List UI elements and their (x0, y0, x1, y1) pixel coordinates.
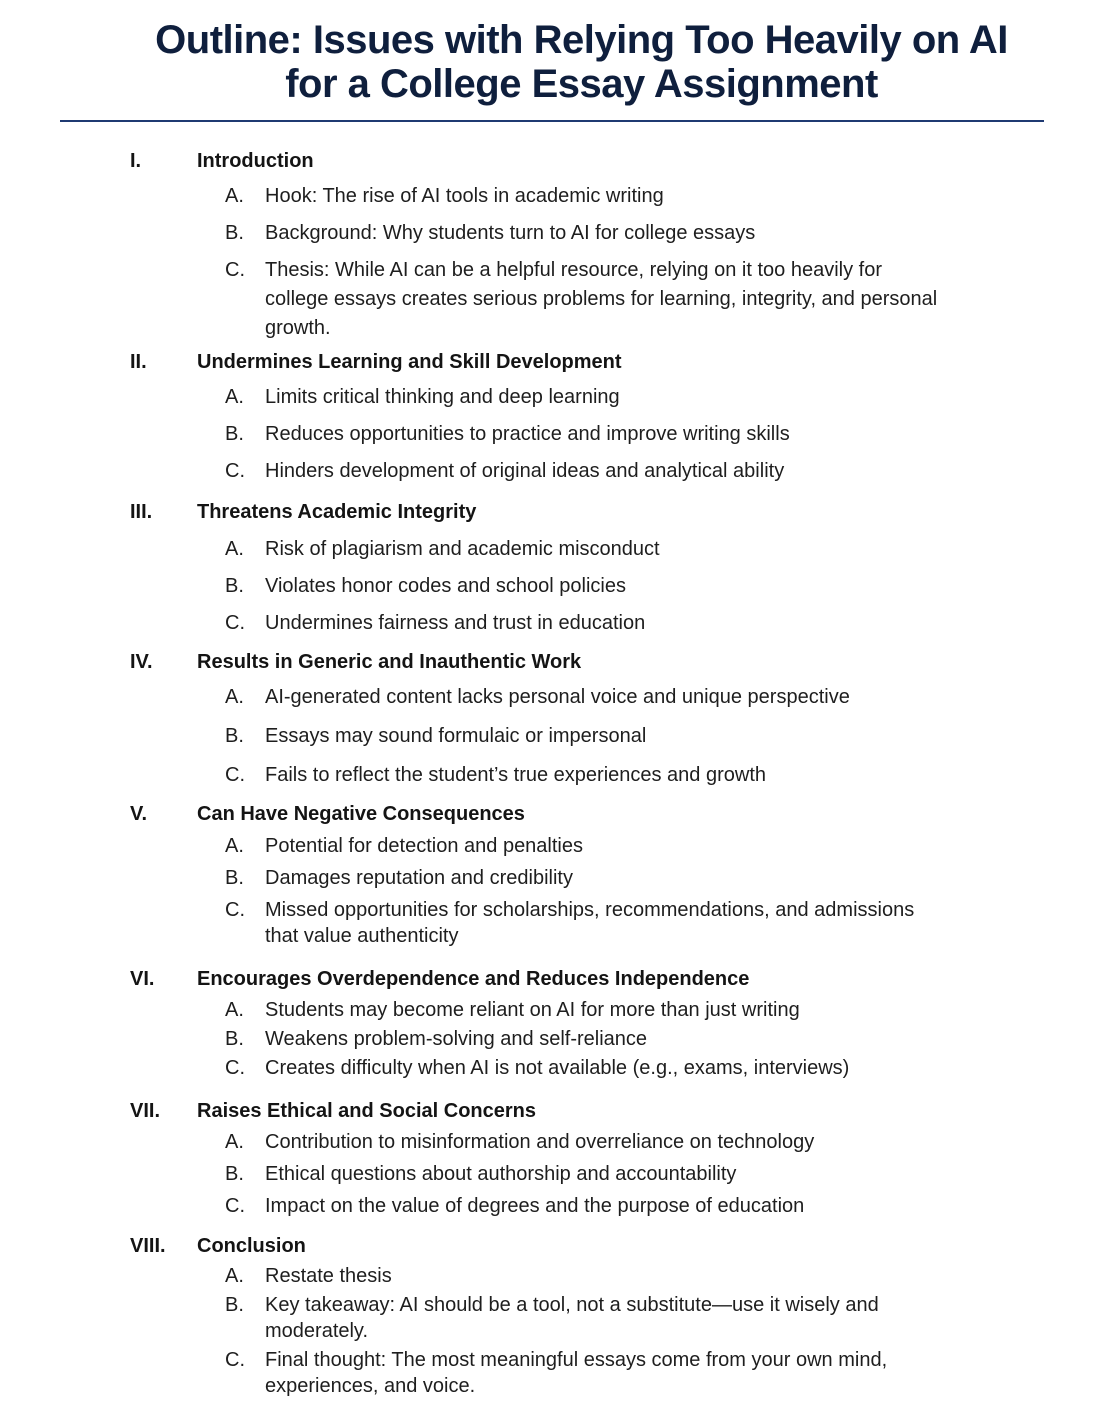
section-heading (0, 649, 1103, 675)
item-letter: C. (225, 899, 245, 921)
page-title (60, 18, 1103, 106)
item-text: Reduces opportunities to practice and improve writing skills (265, 423, 790, 445)
outline-section (0, 499, 1103, 638)
item-letter: B. (225, 1028, 244, 1050)
outline-item (0, 256, 1103, 343)
item-letter: A. (225, 538, 244, 560)
section-heading (0, 801, 1103, 827)
section-title: Undermines Learning and Skill Development (197, 351, 622, 373)
section-heading (0, 349, 1103, 375)
item-letter: B. (225, 423, 244, 445)
item-text: Potential for detection and penalties (265, 835, 583, 857)
item-text: Hinders development of original ideas and analytical ability (265, 460, 785, 482)
outline-item (0, 1292, 1103, 1344)
item-text: Final thought: The most meaningful essays come from your own mind, experiences, and voice. (265, 1349, 888, 1397)
outline-item (0, 219, 1103, 248)
item-letter: A. (225, 1131, 244, 1153)
section-items (0, 182, 1103, 343)
outline-item (0, 683, 1103, 712)
section-heading (0, 966, 1103, 992)
outline-item (0, 535, 1103, 564)
item-text: Ethical questions about authorship and accountability (265, 1163, 737, 1185)
item-text: Impact on the value of degrees and the purpose of education (265, 1195, 805, 1217)
outline-item (0, 761, 1103, 790)
item-text: Essays may sound formulaic or impersonal (265, 725, 647, 747)
section-heading (0, 1098, 1103, 1124)
outline-item (0, 457, 1103, 486)
section-numeral: II. (130, 351, 147, 373)
item-letter: B. (225, 222, 244, 244)
section-items (0, 683, 1103, 790)
item-letter: A. (225, 999, 244, 1021)
section-numeral: I. (130, 150, 142, 172)
section-heading (0, 499, 1103, 525)
section-title: Encourages Overdependence and Reduces Independence (197, 968, 750, 990)
title-divider (60, 120, 1044, 122)
outline-section (0, 1233, 1103, 1399)
outline-section (0, 1098, 1103, 1219)
item-text: Fails to reflect the student’s true experiences and growth (265, 764, 767, 786)
outline-item (0, 1263, 1103, 1289)
section-items (0, 997, 1103, 1081)
section-title: Can Have Negative Consequences (197, 803, 525, 825)
item-letter: B. (225, 725, 244, 747)
item-text: Restate thesis (265, 1265, 392, 1287)
item-text: Weakens problem-solving and self-reliance (265, 1028, 648, 1050)
item-letter: C. (225, 460, 245, 482)
item-letter: C. (225, 1057, 245, 1079)
outline-item (0, 722, 1103, 751)
item-text: Thesis: While AI can be a helpful resource, relying on it too heavily for college essays creates serious problems for learning, integrity, and personal growth. (265, 259, 938, 339)
section-title: Threatens Academic Integrity (197, 501, 477, 523)
item-letter: C. (225, 259, 245, 281)
outline-section (0, 966, 1103, 1081)
item-letter: A. (225, 386, 244, 408)
item-letter: C. (225, 1349, 245, 1371)
outline-item (0, 383, 1103, 412)
outline-section (0, 349, 1103, 486)
item-text: Background: Why students turn to AI for college essays (265, 222, 756, 244)
outline-item (0, 1193, 1103, 1219)
outline-item (0, 572, 1103, 601)
item-text: Undermines fairness and trust in education (265, 612, 646, 634)
section-title: Introduction (197, 150, 314, 172)
item-text: Damages reputation and credibility (265, 867, 573, 889)
outline-item (0, 897, 1103, 949)
title-line-1: Outline: Issues with Relying Too Heavily on AI (155, 18, 1008, 62)
outline-item (0, 1347, 1103, 1399)
section-numeral: VIII. (130, 1235, 166, 1257)
section-numeral: V. (130, 803, 148, 825)
section-heading (0, 148, 1103, 174)
item-letter: A. (225, 686, 244, 708)
outline-item (0, 609, 1103, 638)
item-text: Missed opportunities for scholarships, recommendations, and admissions that value authenticity (265, 899, 915, 947)
outline-item (0, 865, 1103, 891)
outline-item (0, 182, 1103, 211)
section-title: Raises Ethical and Social Concerns (197, 1100, 537, 1122)
item-text: Contribution to misinformation and overreliance on technology (265, 1131, 815, 1153)
outline-item (0, 1129, 1103, 1155)
outline-section (0, 801, 1103, 949)
item-text: Hook: The rise of AI tools in academic writing (265, 185, 664, 207)
item-letter: C. (225, 612, 245, 634)
item-text: Creates difficulty when AI is not available (e.g., exams, interviews) (265, 1057, 850, 1079)
outline-item (0, 1055, 1103, 1081)
item-text: Limits critical thinking and deep learning (265, 386, 620, 408)
section-items (0, 535, 1103, 638)
outline-item (0, 420, 1103, 449)
outline-item (0, 1026, 1103, 1052)
section-items (0, 1129, 1103, 1219)
outline-item (0, 997, 1103, 1023)
section-items (0, 833, 1103, 949)
item-letter: A. (225, 185, 244, 207)
section-items (0, 383, 1103, 486)
item-letter: B. (225, 1294, 244, 1316)
section-title: Results in Generic and Inauthentic Work (197, 651, 582, 673)
section-title: Conclusion (197, 1235, 306, 1257)
item-letter: B. (225, 575, 244, 597)
item-letter: B. (225, 1163, 244, 1185)
section-numeral: VI. (130, 968, 155, 990)
item-text: Risk of plagiarism and academic misconduct (265, 538, 660, 560)
item-letter: B. (225, 867, 244, 889)
item-text: Violates honor codes and school policies (265, 575, 626, 597)
outline-item (0, 833, 1103, 859)
outline-item (0, 1161, 1103, 1187)
outline-section (0, 649, 1103, 790)
section-numeral: III. (130, 501, 153, 523)
title-line-2: for a College Essay Assignment (285, 62, 878, 106)
section-numeral: IV. (130, 651, 153, 673)
section-heading (0, 1233, 1103, 1259)
item-letter: C. (225, 764, 245, 786)
item-letter: A. (225, 1265, 244, 1287)
item-text: AI-generated content lacks personal voice and unique perspective (265, 686, 850, 708)
item-letter: A. (225, 835, 244, 857)
section-items (0, 1263, 1103, 1399)
section-numeral: VII. (130, 1100, 161, 1122)
outline-section (0, 148, 1103, 343)
item-letter: C. (225, 1195, 245, 1217)
item-text: Key takeaway: AI should be a tool, not a substitute—use it wisely and moderately. (265, 1294, 879, 1342)
item-text: Students may become reliant on AI for more than just writing (265, 999, 800, 1021)
